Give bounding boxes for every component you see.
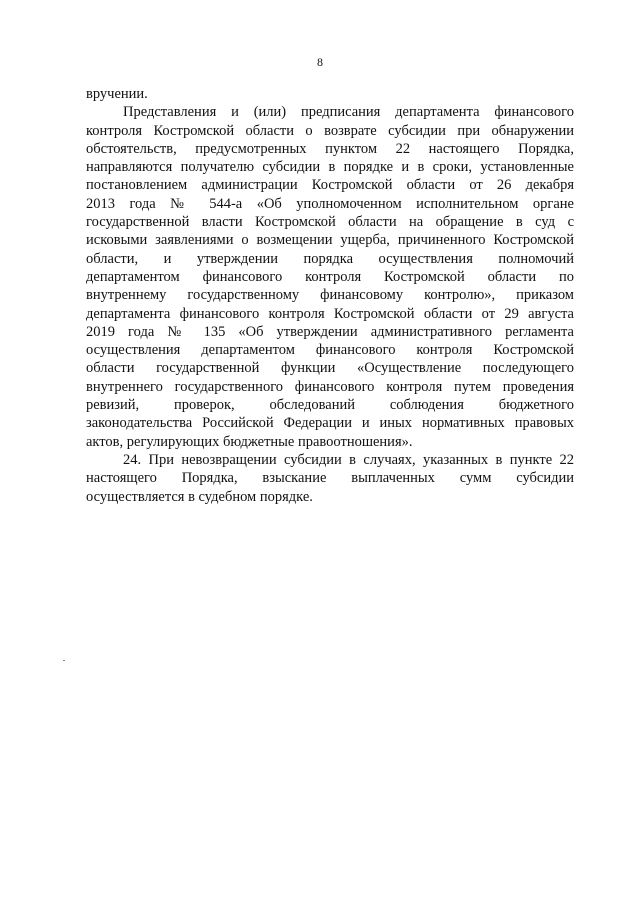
text-line: вручении.: [86, 86, 148, 102]
document-body: [86, 85, 574, 506]
text-line: направляются получателю субсидии в порядке и в сроки, установленные: [86, 159, 574, 176]
text-line: исковыми заявлениями о возмещении ущерба, причиненного Костромской: [86, 232, 574, 249]
text-line: настоящего Порядка, взыскание выплаченных сумм субсидии: [86, 470, 574, 487]
text-line: постановлением администрации Костромской области от 26 декабря: [86, 177, 574, 194]
text-line: области, и утверждении порядка осуществления полномочий: [86, 250, 574, 267]
page-number: 8: [317, 55, 323, 69]
text-line: 2019 года № 135 «Об утверждении административного регламента: [86, 323, 574, 340]
text-line: области государственной функции «Осуществление последующего: [86, 360, 574, 377]
scan-speck: [63, 660, 65, 661]
text-line: 24. При невозвращении субсидии в случаях, указанных в пункте 22: [123, 451, 574, 468]
text-line: 2013 года № 544-а «Об уполномоченном исполнительном органе: [86, 195, 574, 212]
text-line: осуществления департаментом финансового контроля Костромской: [86, 342, 574, 359]
text-line: актов, регулирующих бюджетные правоотношения».: [86, 433, 413, 450]
text-line: Представления и (или) предписания департамента финансового: [123, 104, 574, 121]
text-line: обстоятельств, предусмотренных пунктом 22 настоящего Порядка,: [86, 140, 574, 157]
text-line: департамента финансового контроля Костромской области от 29 августа: [86, 305, 574, 322]
text-line: осуществляется в судебном порядке.: [86, 488, 313, 505]
text-line: законодательства Российской Федерации и иных нормативных правовых: [86, 415, 574, 432]
text-line: контроля Костромской области о возврате субсидии при обнаружении: [86, 122, 574, 139]
text-line: внутреннему государственному финансовому контролю», приказом: [86, 287, 574, 304]
text-line: ревизий, проверок, обследований соблюдения бюджетного: [86, 397, 574, 414]
text-line: департаментом финансового контроля Костромской области по: [86, 268, 574, 285]
text-line: государственной власти Костромской области на обращение в суд с: [86, 214, 574, 231]
text-line: внутреннего государственного финансового контроля путем проведения: [86, 378, 574, 395]
